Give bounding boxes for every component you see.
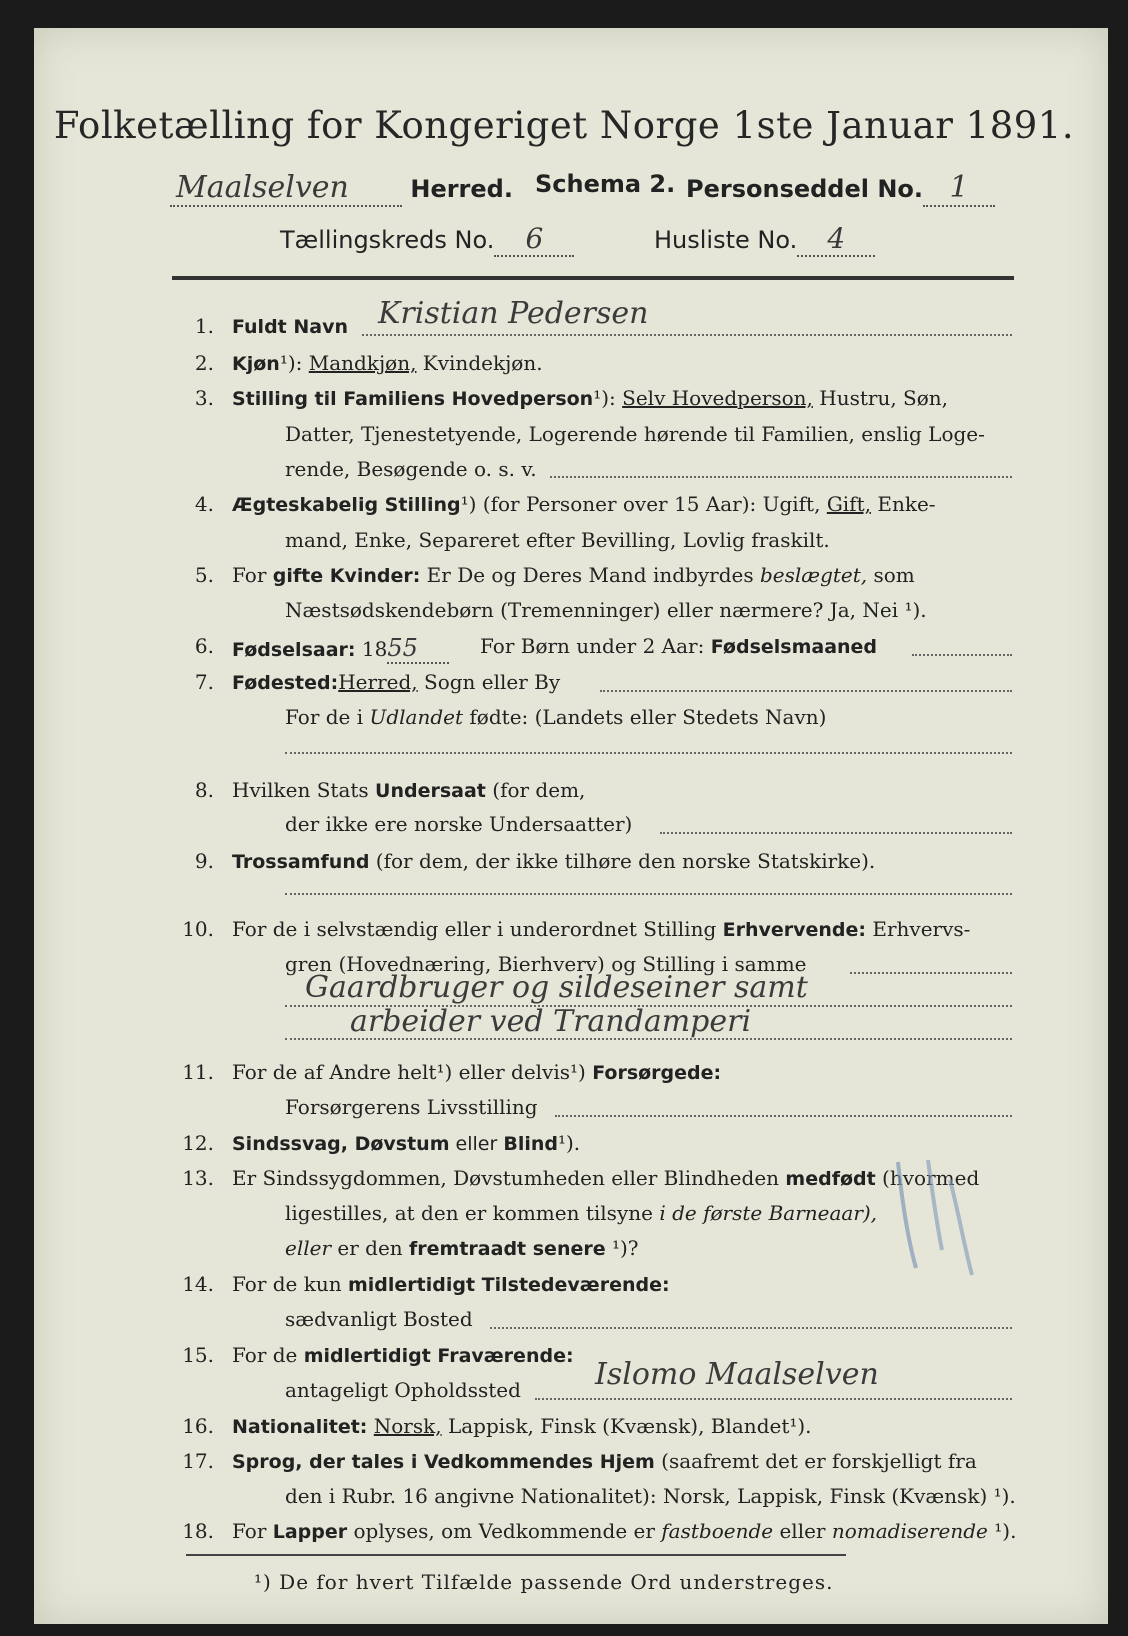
q3-dotline [550,476,1012,478]
q6-year-value: 55 [387,634,449,664]
q10-number: 10. [182,917,214,941]
q6-label: Fødselsaar: [232,639,356,661]
q15-value: Islomo Maalselven [595,1357,879,1392]
q16-number: 16. [182,1414,214,1438]
kreds-line [280,222,574,257]
q4-number: 4. [194,492,214,516]
q8-line2: der ikke ere norske Undersaatter) [285,812,633,836]
q1-value: Kristian Pedersen [378,296,649,331]
q3-line3: rende, Besøgende o. s. v. [285,457,537,481]
footnote-divider [186,1554,846,1556]
q7-line2: For de i Udlandet fødte: (Landets eller Stedets Navn) [285,705,827,729]
q1-number: 1. [194,314,214,338]
footnote: ¹) De for hvert Tilfælde passende Ord understreges. [254,1570,834,1594]
q8-number: 8. [194,778,214,802]
q10-label: Erhvervende: [722,919,867,941]
q6-label-maaned: Fødselsmaaned [710,636,878,658]
schema-label: Schema 2. [535,170,676,198]
header-divider [172,276,1014,280]
herred-label: Herred. [410,175,513,203]
q18-label: Lapper [272,1521,348,1543]
q7-label: Fødested: [232,672,339,694]
q13-line2: ligestilles, at den er kommen tilsyne i de første Barneaar), [285,1201,878,1225]
q13-label: medfødt [785,1168,876,1190]
q5-line2: Næstsødskendebørn (Tremenninger) eller nærmere? Ja, Nei ¹). [285,598,927,622]
herred-line [170,170,513,207]
q12-label: Sindssvag, Døvstum [232,1133,450,1155]
q15-label: midlertidigt Fraværende: [303,1345,574,1367]
q3-label: Stilling til Familiens Hovedperson [232,388,594,410]
q4-line2: mand, Enke, Separeret efter Bevilling, Lovlig fraskilt. [285,528,830,552]
q1-dotline [362,334,1012,336]
q9-label: Trossamfund [232,851,370,873]
kreds-value: 6 [494,222,574,257]
q12-number: 12. [182,1131,214,1155]
personseddel-label: Personseddel No. [686,175,924,203]
q16-label: Nationalitet: [232,1416,368,1438]
q3-option-selv: Selv Hovedperson, [622,386,813,410]
q4-option-gift: Gift, [826,492,871,516]
q12-label-blind: Blind [503,1133,558,1155]
q13-number: 13. [182,1166,214,1190]
q1-label: Fuldt Navn [232,316,349,338]
husliste-value: 4 [797,222,875,257]
q11-number: 11. [182,1060,214,1084]
q3-line2: Datter, Tjenestetyende, Logerende hørende til Familien, enslig Loge- [285,422,985,446]
q13-line3: eller er den fremtraadt senere ¹)? [285,1236,639,1260]
kreds-label: Tællingskreds No. [280,226,495,254]
q10-line2: gren (Hovednæring, Bierhverv) og Stilling i samme [285,952,807,976]
husliste-line [654,222,875,257]
q14-label: midlertidigt Tilstedeværende: [347,1274,670,1296]
q10-value-line1: Gaardbruger og sildeseiner samt [305,970,808,1005]
personseddel-line [686,170,995,207]
q4-label: Ægteskabelig Stilling [232,494,461,516]
q14-line2: sædvanligt Bosted [285,1307,473,1331]
q5-number: 5. [194,563,214,587]
q7-number: 7. [194,670,214,694]
pencil-mark-icon [880,1150,990,1280]
q3-number: 3. [194,386,214,410]
q2-label: Kjøn [232,353,280,375]
q14-number: 14. [182,1272,214,1296]
husliste-label: Husliste No. [654,226,798,254]
personseddel-value: 1 [923,170,995,207]
form-title: Folketælling for Kongeriget Norge 1ste Januar 1891. [53,104,1075,147]
q17-number: 17. [182,1449,214,1473]
q17-label: Sprog, der tales i Vedkommendes Hjem [232,1451,655,1473]
q11-label: Forsørgede: [592,1062,722,1084]
q10-value-line2: arbeider ved Trandamperi [350,1004,752,1039]
q8-label: Undersaat [375,780,486,802]
q11-line2: Forsørgerens Livsstilling [285,1095,538,1119]
q5-label: gifte Kvinder: [272,565,421,587]
q15-number: 15. [182,1343,214,1367]
q16-option-norsk: Norsk, [373,1414,442,1438]
q7-option-herred: Herred, [338,670,418,694]
q15-line2: antageligt Opholdssted [285,1378,521,1402]
q6-number: 6. [194,634,214,658]
herred-value: Maalselven [170,170,402,207]
q2-number: 2. [194,351,214,375]
q18-number: 18. [182,1519,214,1543]
q17-line2: den i Rubr. 16 angivne Nationalitet): Norsk, Lappisk, Finsk (Kvænsk) ¹). [285,1484,1016,1508]
q2-option-kvindekjon: Kvindekjøn. [416,351,543,375]
q9-number: 9. [194,849,214,873]
q2-option-mandkjon: Mandkjøn, [308,351,417,375]
